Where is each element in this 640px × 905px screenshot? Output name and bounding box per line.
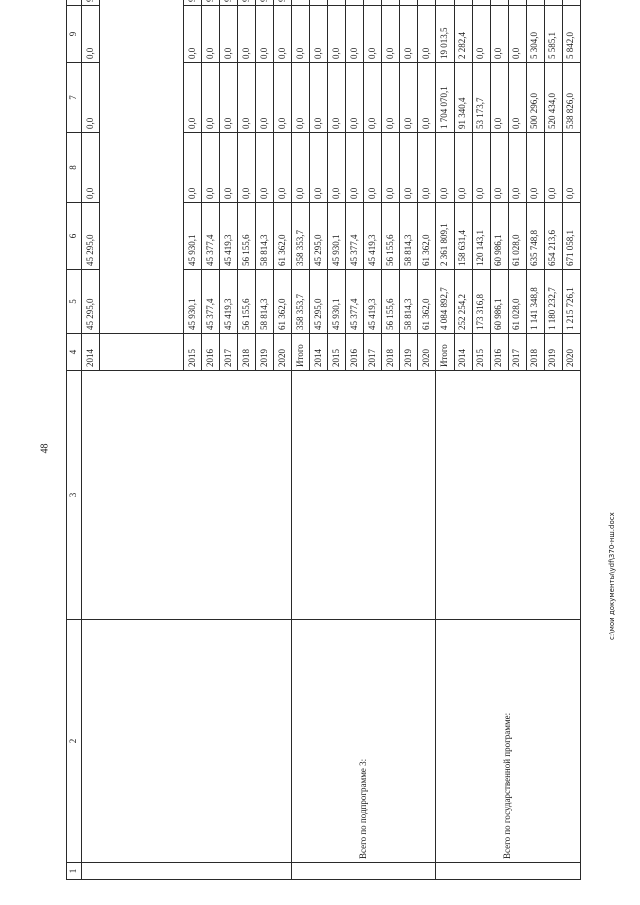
column-header: 9 [67, 6, 82, 63]
year-cell: 2019 [544, 334, 562, 371]
column-9-cell: 19 013,5 [436, 6, 454, 63]
table-body [67, 0, 581, 880]
column-9-cell: 2 282,4 [454, 6, 472, 63]
federal-budget-cell: 91 340,4 [454, 63, 472, 133]
page-number: 48 [39, 443, 51, 454]
column-8-cell: 0,0 [364, 133, 382, 203]
table-row [292, 0, 310, 880]
federal-budget-cell: 0,0 [346, 63, 364, 133]
year-cell: 2018 [526, 334, 544, 371]
regional-budget-cell: 45 419,3 [364, 203, 382, 270]
column-9-cell: 0,0 [418, 6, 436, 63]
regional-budget-cell: 358 353,7 [292, 203, 310, 270]
federal-budget-cell: 520 434,0 [544, 63, 562, 133]
indicator-value-cell [238, 0, 256, 6]
column-9-cell: 0,0 [310, 6, 328, 63]
federal-budget-cell: 538 826,0 [562, 63, 580, 133]
column-9-cell: 5 842,0 [562, 6, 580, 63]
regional-budget-cell: 60 986,1 [490, 203, 508, 270]
indicator-value-cell [202, 0, 220, 6]
empty-cell [454, 0, 472, 6]
federal-budget-cell: 1 704 070,1 [436, 63, 454, 133]
empty-cell [508, 0, 526, 6]
year-cell: 2018 [238, 334, 256, 371]
total-cell: 58 814,3 [256, 270, 274, 334]
column-9-cell: 0,0 [238, 6, 256, 63]
column-9-cell: 0,0 [202, 6, 220, 63]
total-cell: 1 215 726,1 [562, 270, 580, 334]
regional-budget-cell: 58 814,3 [400, 203, 418, 270]
column-header: 2 [67, 620, 82, 863]
column-8-cell: 0,0 [436, 133, 454, 203]
column-9-cell: 0,0 [400, 6, 418, 63]
column-9-cell: 0,0 [328, 6, 346, 63]
empty-cell [364, 0, 382, 6]
rotated-page [66, 25, 581, 880]
year-cell: 2017 [364, 334, 382, 371]
column-header: 4 [67, 334, 82, 371]
regional-budget-cell: 671 058,1 [562, 203, 580, 270]
column-9-cell: 0,0 [364, 6, 382, 63]
regional-budget-cell: 45 295,0 [82, 203, 100, 270]
federal-budget-cell: 0,0 [400, 63, 418, 133]
indicator-value-cell [82, 0, 100, 6]
empty-cell [490, 0, 508, 6]
column-8-cell: 0,0 [346, 133, 364, 203]
indicator-value-cell [256, 0, 274, 6]
regional-budget-cell: 45 930,1 [328, 203, 346, 270]
regional-budget-cell: 45 419,3 [220, 203, 238, 270]
year-cell: 2019 [256, 334, 274, 371]
federal-budget-cell: 0,0 [490, 63, 508, 133]
column-8-cell: 0,0 [418, 133, 436, 203]
regional-budget-cell: 56 155,6 [238, 203, 256, 270]
empty-cell [82, 620, 292, 863]
table-row [82, 0, 100, 880]
federal-budget-cell: 0,0 [202, 63, 220, 133]
empty-cell [292, 863, 436, 880]
total-cell: 56 155,6 [382, 270, 400, 334]
year-cell: 2020 [274, 334, 292, 371]
column-header: 7 [67, 63, 82, 133]
empty-cell [526, 0, 544, 6]
year-cell: 2016 [490, 334, 508, 371]
total-cell: 45 419,3 [220, 270, 238, 334]
column-8-cell: 0,0 [508, 133, 526, 203]
column-9-cell: 5 585,1 [544, 6, 562, 63]
year-cell: 2014 [454, 334, 472, 371]
empty-cell [346, 0, 364, 6]
column-8-cell: 0,0 [562, 133, 580, 203]
column-8-cell: 0,0 [544, 133, 562, 203]
column-8-cell: 0,0 [526, 133, 544, 203]
year-cell: 2020 [418, 334, 436, 371]
federal-budget-cell: 0,0 [328, 63, 346, 133]
empty-cell [100, 0, 184, 334]
column-9-cell: 0,0 [82, 6, 100, 63]
year-cell: 2018 [382, 334, 400, 371]
total-cell: 56 155,6 [238, 270, 256, 334]
column-9-cell: 0,0 [490, 6, 508, 63]
empty-cell [436, 863, 581, 880]
empty-cell [544, 0, 562, 6]
total-cell: 252 254,2 [454, 270, 472, 334]
federal-budget-cell: 500 296,0 [526, 63, 544, 133]
regional-budget-cell: 61 362,0 [418, 203, 436, 270]
total-cell: 58 814,3 [400, 270, 418, 334]
column-8-cell: 0,0 [490, 133, 508, 203]
column-9-cell: 0,0 [292, 6, 310, 63]
regional-budget-cell: 635 748,8 [526, 203, 544, 270]
indicator-value-cell [184, 0, 202, 6]
column-header: 1 [67, 863, 82, 880]
total-cell: 45 419,3 [364, 270, 382, 334]
regional-budget-cell: 61 028,0 [508, 203, 526, 270]
column-9-cell: 0,0 [256, 6, 274, 63]
column-8-cell: 0,0 [328, 133, 346, 203]
empty-cell [400, 0, 418, 6]
column-9-cell: 5 304,0 [526, 6, 544, 63]
total-cell: 45 930,1 [328, 270, 346, 334]
column-8-cell: 0,0 [382, 133, 400, 203]
empty-cell [82, 371, 292, 620]
empty-cell [472, 0, 490, 6]
empty-cell [328, 0, 346, 6]
total-cell: 61 028,0 [508, 270, 526, 334]
column-header: 5 [67, 270, 82, 334]
total-cell: 1 141 348,8 [526, 270, 544, 334]
federal-budget-cell: 0,0 [220, 63, 238, 133]
year-cell: Итого [436, 334, 454, 371]
federal-budget-cell: 0,0 [292, 63, 310, 133]
federal-budget-cell: 0,0 [82, 63, 100, 133]
column-8-cell: 0,0 [310, 133, 328, 203]
column-8-cell: 0,0 [454, 133, 472, 203]
column-8-cell: 0,0 [220, 133, 238, 203]
column-8-cell: 0,0 [184, 133, 202, 203]
column-header: 6 [67, 203, 82, 270]
column-9-cell: 0,0 [382, 6, 400, 63]
column-number-row [67, 0, 82, 880]
total-cell: 61 362,0 [418, 270, 436, 334]
column-9-cell: 0,0 [346, 6, 364, 63]
column-header [67, 0, 82, 6]
federal-budget-cell: 0,0 [274, 63, 292, 133]
total-cell: 45 295,0 [310, 270, 328, 334]
indicator-value-cell [274, 0, 292, 6]
column-header: 8 [67, 133, 82, 203]
empty-cell [382, 0, 400, 6]
total-cell: 45 930,1 [184, 270, 202, 334]
column-9-cell: 0,0 [274, 6, 292, 63]
file-path-footer: c:\мои документы\ydf\370-нш.docx [608, 512, 616, 640]
column-8-cell: 0,0 [256, 133, 274, 203]
year-cell: 2015 [328, 334, 346, 371]
table-row [436, 0, 454, 880]
year-cell: 2019 [400, 334, 418, 371]
year-cell: 2014 [82, 334, 100, 371]
column-9-cell: 0,0 [184, 6, 202, 63]
regional-budget-cell: 45 377,4 [202, 203, 220, 270]
column-header: 3 [67, 371, 82, 620]
column-8-cell: 0,0 [400, 133, 418, 203]
regional-budget-cell: 56 155,6 [382, 203, 400, 270]
federal-budget-cell: 0,0 [382, 63, 400, 133]
federal-budget-cell: 0,0 [310, 63, 328, 133]
empty-cell [100, 334, 184, 371]
federal-budget-cell: 0,0 [508, 63, 526, 133]
column-8-cell: 0,0 [274, 133, 292, 203]
empty-cell [292, 0, 310, 6]
column-8-cell: 0,0 [238, 133, 256, 203]
regional-budget-cell: 120 143,1 [472, 203, 490, 270]
total-cell: 61 362,0 [274, 270, 292, 334]
regional-budget-cell: 654 213,6 [544, 203, 562, 270]
year-cell: 2017 [220, 334, 238, 371]
column-8-cell: 0,0 [292, 133, 310, 203]
year-cell: Итого [292, 334, 310, 371]
total-cell: 45 377,4 [202, 270, 220, 334]
regional-budget-cell: 58 814,3 [256, 203, 274, 270]
year-cell: 2015 [184, 334, 202, 371]
empty-cell [292, 371, 436, 620]
federal-budget-cell: 0,0 [238, 63, 256, 133]
federal-budget-cell: 0,0 [418, 63, 436, 133]
total-cell: 4 084 892,7 [436, 270, 454, 334]
regional-budget-cell: 45 377,4 [346, 203, 364, 270]
empty-cell [436, 0, 454, 6]
year-cell: 2016 [346, 334, 364, 371]
column-9-cell: 0,0 [220, 6, 238, 63]
year-cell: 2014 [310, 334, 328, 371]
column-9-cell: 0,0 [472, 6, 490, 63]
federal-budget-cell: 0,0 [184, 63, 202, 133]
regional-budget-cell: 45 930,1 [184, 203, 202, 270]
regional-budget-cell: 45 295,0 [310, 203, 328, 270]
total-cell: 358 353,7 [292, 270, 310, 334]
indicator-value-cell [220, 0, 238, 6]
federal-budget-cell: 53 173,7 [472, 63, 490, 133]
column-8-cell: 0,0 [82, 133, 100, 203]
year-cell: 2017 [508, 334, 526, 371]
column-9-cell: 0,0 [508, 6, 526, 63]
year-cell: 2016 [202, 334, 220, 371]
empty-cell [562, 0, 580, 6]
year-cell: 2020 [562, 334, 580, 371]
total-cell: 45 295,0 [82, 270, 100, 334]
program-table [66, 0, 581, 880]
total-cell: 60 986,1 [490, 270, 508, 334]
empty-cell [418, 0, 436, 6]
total-cell: 1 180 232,7 [544, 270, 562, 334]
federal-budget-cell: 0,0 [256, 63, 274, 133]
column-8-cell: 0,0 [472, 133, 490, 203]
regional-budget-cell: 2 361 809,1 [436, 203, 454, 270]
total-cell: 45 377,4 [346, 270, 364, 334]
federal-budget-cell: 0,0 [364, 63, 382, 133]
section-label: Всего по государственной программе: [436, 620, 581, 863]
empty-cell [436, 371, 581, 620]
year-cell: 2015 [472, 334, 490, 371]
section-label: Всего по подпрограмме 3: [292, 620, 436, 863]
regional-budget-cell: 158 631,4 [454, 203, 472, 270]
regional-budget-cell: 61 362,0 [274, 203, 292, 270]
total-cell: 173 316,8 [472, 270, 490, 334]
column-8-cell: 0,0 [202, 133, 220, 203]
empty-cell [310, 0, 328, 6]
empty-cell [82, 863, 292, 880]
